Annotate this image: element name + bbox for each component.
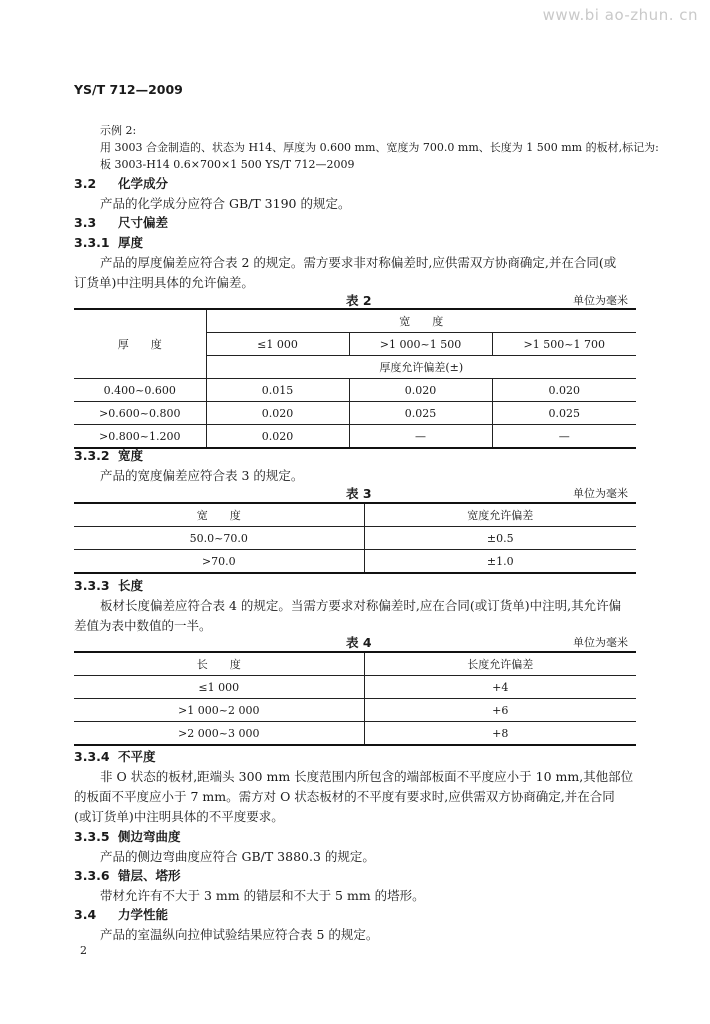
section-3-3-1-heading — [74, 233, 143, 251]
table-2-width-header: 宽 度 — [206, 309, 636, 333]
table-cell: >1 000~2 000 — [74, 699, 364, 722]
table-2-width-col: ≤1 000 — [206, 333, 349, 356]
example-label: 示例 2: — [100, 124, 137, 137]
section-3-3-4-line3: (或订货单)中注明具体的不平度要求。 — [74, 809, 284, 824]
table-cell: ≤1 000 — [74, 676, 364, 699]
table-cell: 0.400~0.600 — [74, 379, 206, 402]
table-cell: >2 000~3 000 — [74, 722, 364, 746]
table-3-unit: 单位为毫米 — [573, 487, 628, 500]
section-number: 3.3.2 — [74, 448, 110, 463]
table-cell: 0.025 — [492, 402, 636, 425]
section-3-3-4-line2: 的板面不平度应小于 7 mm。需方对 O 状态板材的不平度有要求时,应供需双方协商确定,并在合同 — [74, 789, 615, 804]
section-number: 3.2 — [74, 176, 97, 191]
table-3-width-header: 宽 度 — [74, 503, 364, 527]
table-4-title: 表 4 — [346, 635, 372, 650]
section-number: 3.3.3 — [74, 578, 110, 593]
section-title: 宽度 — [118, 448, 144, 463]
table-cell: 50.0~70.0 — [74, 527, 364, 550]
table-cell: 0.020 — [492, 379, 636, 402]
table-row — [74, 425, 636, 449]
table-row — [74, 722, 636, 746]
section-3-3-3-line1: 板材长度偏差应符合表 4 的规定。当需方要求对称偏差时,应在合同(或订货单)中注明,其允许偏 — [100, 598, 622, 613]
section-3-2-heading — [74, 174, 168, 192]
table-2-width-col: >1 000~1 500 — [349, 333, 492, 356]
table-4-unit: 单位为毫米 — [573, 636, 628, 649]
table-cell: 0.015 — [206, 379, 349, 402]
section-3-3-5-text: 产品的侧边弯曲度应符合 GB/T 3880.3 的规定。 — [100, 849, 375, 864]
table-cell: 0.020 — [349, 379, 492, 402]
section-number: 3.3 — [74, 215, 97, 230]
section-3-4-text: 产品的室温纵向拉伸试验结果应符合表 5 的规定。 — [100, 927, 379, 942]
table-cell: >0.600~0.800 — [74, 402, 206, 425]
section-3-3-6-heading — [74, 866, 181, 884]
table-2-tolerance-header: 厚度允许偏差(±) — [206, 356, 636, 379]
section-number: 3.3.5 — [74, 829, 110, 844]
table-cell: 0.020 — [206, 402, 349, 425]
section-3-3-4-heading — [74, 747, 156, 765]
section-3-3-2-heading — [74, 446, 143, 464]
table-2 — [74, 308, 636, 449]
table-row — [74, 699, 636, 722]
table-4-tolerance-header: 长度允许偏差 — [364, 652, 636, 676]
table-cell: ±1.0 — [364, 550, 636, 574]
section-title: 长度 — [118, 578, 144, 593]
section-3-3-1-line2: 订货单)中注明具体的允许偏差。 — [74, 275, 254, 290]
section-number: 3.4 — [74, 907, 97, 922]
section-title: 错层、塔形 — [118, 868, 181, 883]
section-title: 不平度 — [118, 749, 156, 764]
section-title: 化学成分 — [118, 176, 169, 191]
section-3-3-6-text: 带材允许有不大于 3 mm 的错层和不大于 5 mm 的塔形。 — [100, 888, 425, 903]
section-3-3-3-line2: 差值为表中数值的一半。 — [74, 618, 212, 633]
table-cell: +8 — [364, 722, 636, 746]
section-3-3-4-line1: 非 O 状态的板材,距端头 300 mm 长度范围内所包含的端部板面不平度应小于 10 mm,其他部位 — [100, 769, 634, 784]
section-title: 力学性能 — [118, 907, 169, 922]
table-4-length-header: 长 度 — [74, 652, 364, 676]
table-cell: — — [492, 425, 636, 449]
section-3-3-3-heading — [74, 576, 143, 594]
section-3-4-heading — [74, 905, 168, 923]
table-2-width-col: >1 500~1 700 — [492, 333, 636, 356]
table-row — [74, 550, 636, 574]
table-cell: 0.025 — [349, 402, 492, 425]
section-title: 厚度 — [118, 235, 144, 250]
table-cell: >70.0 — [74, 550, 364, 574]
page-number: 2 — [80, 944, 87, 957]
example-text: 用 3003 合金制造的、状态为 H14、厚度为 0.600 mm、宽度为 700.0 mm、长度为 1 500 mm 的板材,标记为: — [100, 141, 659, 154]
table-2-title: 表 2 — [346, 293, 372, 308]
table-row — [74, 379, 636, 402]
table-cell: 0.020 — [206, 425, 349, 449]
section-title: 尺寸偏差 — [118, 215, 169, 230]
table-cell: +4 — [364, 676, 636, 699]
section-number: 3.3.1 — [74, 235, 110, 250]
section-3-3-2-text: 产品的宽度偏差应符合表 3 的规定。 — [100, 468, 304, 483]
example-marking: 板 3003-H14 0.6×700×1 500 YS/T 712—2009 — [100, 158, 355, 171]
section-3-3-heading — [74, 213, 168, 231]
table-cell: >0.800~1.200 — [74, 425, 206, 449]
watermark: www.bi ao-zhun. cn — [542, 6, 698, 24]
section-3-2-text: 产品的化学成分应符合 GB/T 3190 的规定。 — [100, 196, 351, 211]
table-row — [74, 527, 636, 550]
section-number: 3.3.4 — [74, 749, 110, 764]
table-2-thickness-header: 厚 度 — [74, 309, 206, 379]
section-3-3-5-heading — [74, 827, 181, 845]
table-4 — [74, 651, 636, 746]
table-row — [74, 676, 636, 699]
table-cell: ±0.5 — [364, 527, 636, 550]
table-3-title: 表 3 — [346, 486, 372, 501]
standard-code: YS/T 712—2009 — [74, 82, 183, 97]
table-row — [74, 402, 636, 425]
section-title: 侧边弯曲度 — [118, 829, 181, 844]
table-2-unit: 单位为毫米 — [573, 294, 628, 307]
table-cell: — — [349, 425, 492, 449]
section-3-3-1-line1: 产品的厚度偏差应符合表 2 的规定。需方要求非对称偏差时,应供需双方协商确定,并在合同(或 — [100, 255, 617, 270]
table-3 — [74, 502, 636, 574]
table-cell: +6 — [364, 699, 636, 722]
section-number: 3.3.6 — [74, 868, 110, 883]
table-3-tolerance-header: 宽度允许偏差 — [364, 503, 636, 527]
